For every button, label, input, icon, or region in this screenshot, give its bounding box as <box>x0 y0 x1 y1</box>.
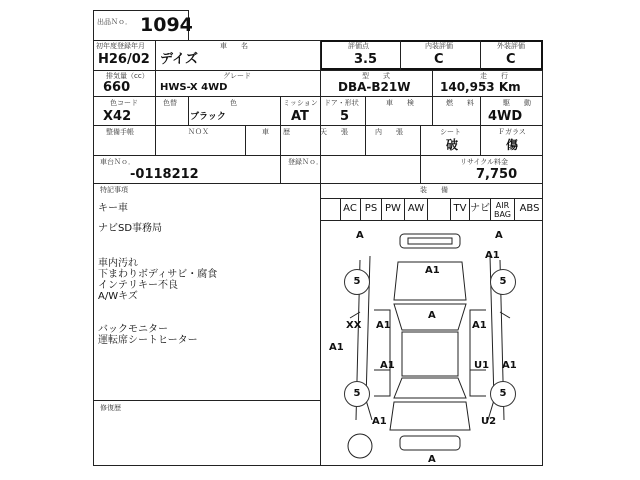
model-name-value: デイズ <box>160 52 198 67</box>
drive-label: 駆 動 <box>503 99 531 107</box>
inspection-label: 車 検 <box>386 99 414 107</box>
exterior-grade-label: 外装評価 <box>497 42 525 50</box>
damage-code: A <box>428 310 436 321</box>
tire-front-left: 5 <box>344 269 370 295</box>
rule <box>480 96 481 155</box>
repair-history-label: 修復歴 <box>100 404 121 412</box>
rule <box>432 70 433 96</box>
model-label: 車 名 <box>220 42 248 50</box>
recycle-value: 7,750 <box>476 167 518 182</box>
equipment-aw: AW <box>405 199 428 221</box>
rule <box>280 96 281 155</box>
remark-line: ナビSD事務局 <box>98 223 163 234</box>
color-code-value: X42 <box>103 109 132 124</box>
remark-line: 下まわりボディサビ・腐食 <box>98 269 218 280</box>
rule <box>155 40 156 96</box>
glass-label: Ｆガラス <box>498 128 526 136</box>
vehicle-damage-diagram <box>320 220 543 466</box>
roof-label: 天 張 <box>320 128 348 136</box>
equipment-abs: ABS <box>519 203 540 214</box>
lot-label: 出品Ｎｏ． <box>97 18 132 26</box>
year-label: 初年度登録年月 <box>96 42 145 50</box>
remarks-title: 特記事項 <box>100 186 128 194</box>
equipment-blank <box>320 199 341 221</box>
door-value: 5 <box>340 109 350 124</box>
model-code-label: 型 式 <box>362 72 390 80</box>
seat-label: シート <box>440 128 461 136</box>
rule <box>93 400 320 401</box>
color-change-label: 色替 <box>163 99 177 107</box>
lot-number: 1094 <box>140 14 193 36</box>
rule <box>420 125 421 155</box>
nox-label: ＮＯＸ <box>188 128 209 136</box>
damage-code: A <box>356 230 364 241</box>
equipment-airbag: AIR BAG <box>491 199 515 221</box>
rule <box>93 183 543 184</box>
remark-line: バックモニター <box>98 324 168 335</box>
rule <box>93 70 543 71</box>
right-rear-door-shape <box>470 370 486 396</box>
mileage-value: 140,953 Km <box>440 80 521 94</box>
equipment-ps: PS <box>361 199 382 221</box>
damage-code: U1 <box>474 360 490 371</box>
damage-code: A1 <box>329 342 344 353</box>
chassis-value: -0118212 <box>130 167 199 182</box>
rule <box>93 96 543 97</box>
interior-trim-label: 内 張 <box>375 128 403 136</box>
equipment-title: 装 備 <box>420 186 448 194</box>
rule <box>480 40 481 70</box>
maintenance-label: 整備手帳 <box>106 128 134 136</box>
damage-code: XX <box>346 320 362 331</box>
rear-hatch-shape <box>390 402 470 430</box>
damage-code: A <box>428 454 436 465</box>
remark-line: インテリキー不良 <box>98 280 178 291</box>
rule <box>432 96 433 125</box>
damage-code: A1 <box>372 416 387 427</box>
color-value: ブラック <box>190 112 226 122</box>
score-label: 評価点 <box>348 42 369 50</box>
tire-rear-left: 5 <box>344 381 370 407</box>
equipment-ac: AC <box>340 199 361 221</box>
rear-window-shape <box>394 378 466 398</box>
damage-code: A1 <box>425 265 440 276</box>
exterior-grade-value: C <box>506 52 516 67</box>
rule <box>420 155 421 183</box>
chassis-label: 車台Ｎｏ． <box>100 158 135 166</box>
rear-bumper-shape <box>400 436 460 450</box>
front-bumper-shape <box>400 234 460 248</box>
rule <box>93 125 543 126</box>
lot-number-box <box>93 10 193 41</box>
equipment-tv: TV <box>451 199 470 221</box>
equipment-row <box>320 198 543 221</box>
equipment-pw: PW <box>382 199 405 221</box>
damage-code: A1 <box>472 320 487 331</box>
remark-line: 運転席シートヒーター <box>98 335 198 346</box>
equipment-blank <box>428 199 451 221</box>
interior-grade-value: C <box>434 52 444 67</box>
tire-front-right: 5 <box>490 269 516 295</box>
tire-rear-right: 5 <box>490 381 516 407</box>
displacement-label: 排気量（cc） <box>106 72 149 80</box>
grade-value: HWS-X 4WD <box>160 82 228 93</box>
remark-line: キー車 <box>98 203 128 214</box>
color-code-label: 色コード <box>110 99 138 107</box>
rule <box>365 125 366 155</box>
remark-line: 車内汚れ <box>98 258 138 269</box>
rule <box>93 155 543 156</box>
rule <box>188 96 189 125</box>
remark-line: A/Wキズ <box>98 291 138 302</box>
rule <box>155 125 156 155</box>
rule <box>155 96 156 125</box>
equipment-navi: ナビ <box>470 199 491 221</box>
damage-code: A1 <box>485 250 500 261</box>
left-rear-door-shape <box>374 370 390 396</box>
recycle-label: リサイクル料金 <box>460 158 509 166</box>
mission-value: AT <box>291 109 309 124</box>
damage-code: A1 <box>502 360 517 371</box>
damage-code: A1 <box>380 360 395 371</box>
fuel-label: 燃 料 <box>446 99 474 107</box>
seat-value: 破 <box>446 138 459 152</box>
interior-grade-label: 内装評価 <box>425 42 453 50</box>
mileage-label: 走 行 <box>480 72 508 80</box>
glass-value: 傷 <box>506 138 519 152</box>
score-value: 3.5 <box>354 52 378 67</box>
rule <box>245 125 246 155</box>
roof-shape <box>402 332 458 376</box>
rule <box>365 96 366 125</box>
damage-code: A <box>495 230 503 241</box>
mission-label: ミッション <box>283 99 318 107</box>
model-code-value: DBA-B21W <box>338 80 411 94</box>
first-registration-value: H26/02 <box>98 52 150 67</box>
damage-code: A1 <box>376 320 391 331</box>
door-label: ドア・形状 <box>324 99 359 107</box>
spare-tire-shape <box>348 434 372 458</box>
displacement-value: 660 <box>103 80 131 95</box>
front-grille-shape <box>408 238 452 244</box>
damage-code: U2 <box>481 416 497 427</box>
history-label: 車 歴 <box>262 128 290 136</box>
color-label: 色 <box>230 99 237 107</box>
drive-value: 4WD <box>488 109 523 124</box>
grade-label: グレード <box>223 72 251 80</box>
rule <box>400 40 401 70</box>
rule <box>280 155 281 183</box>
registration-label: 登録Ｎｏ． <box>288 158 323 166</box>
